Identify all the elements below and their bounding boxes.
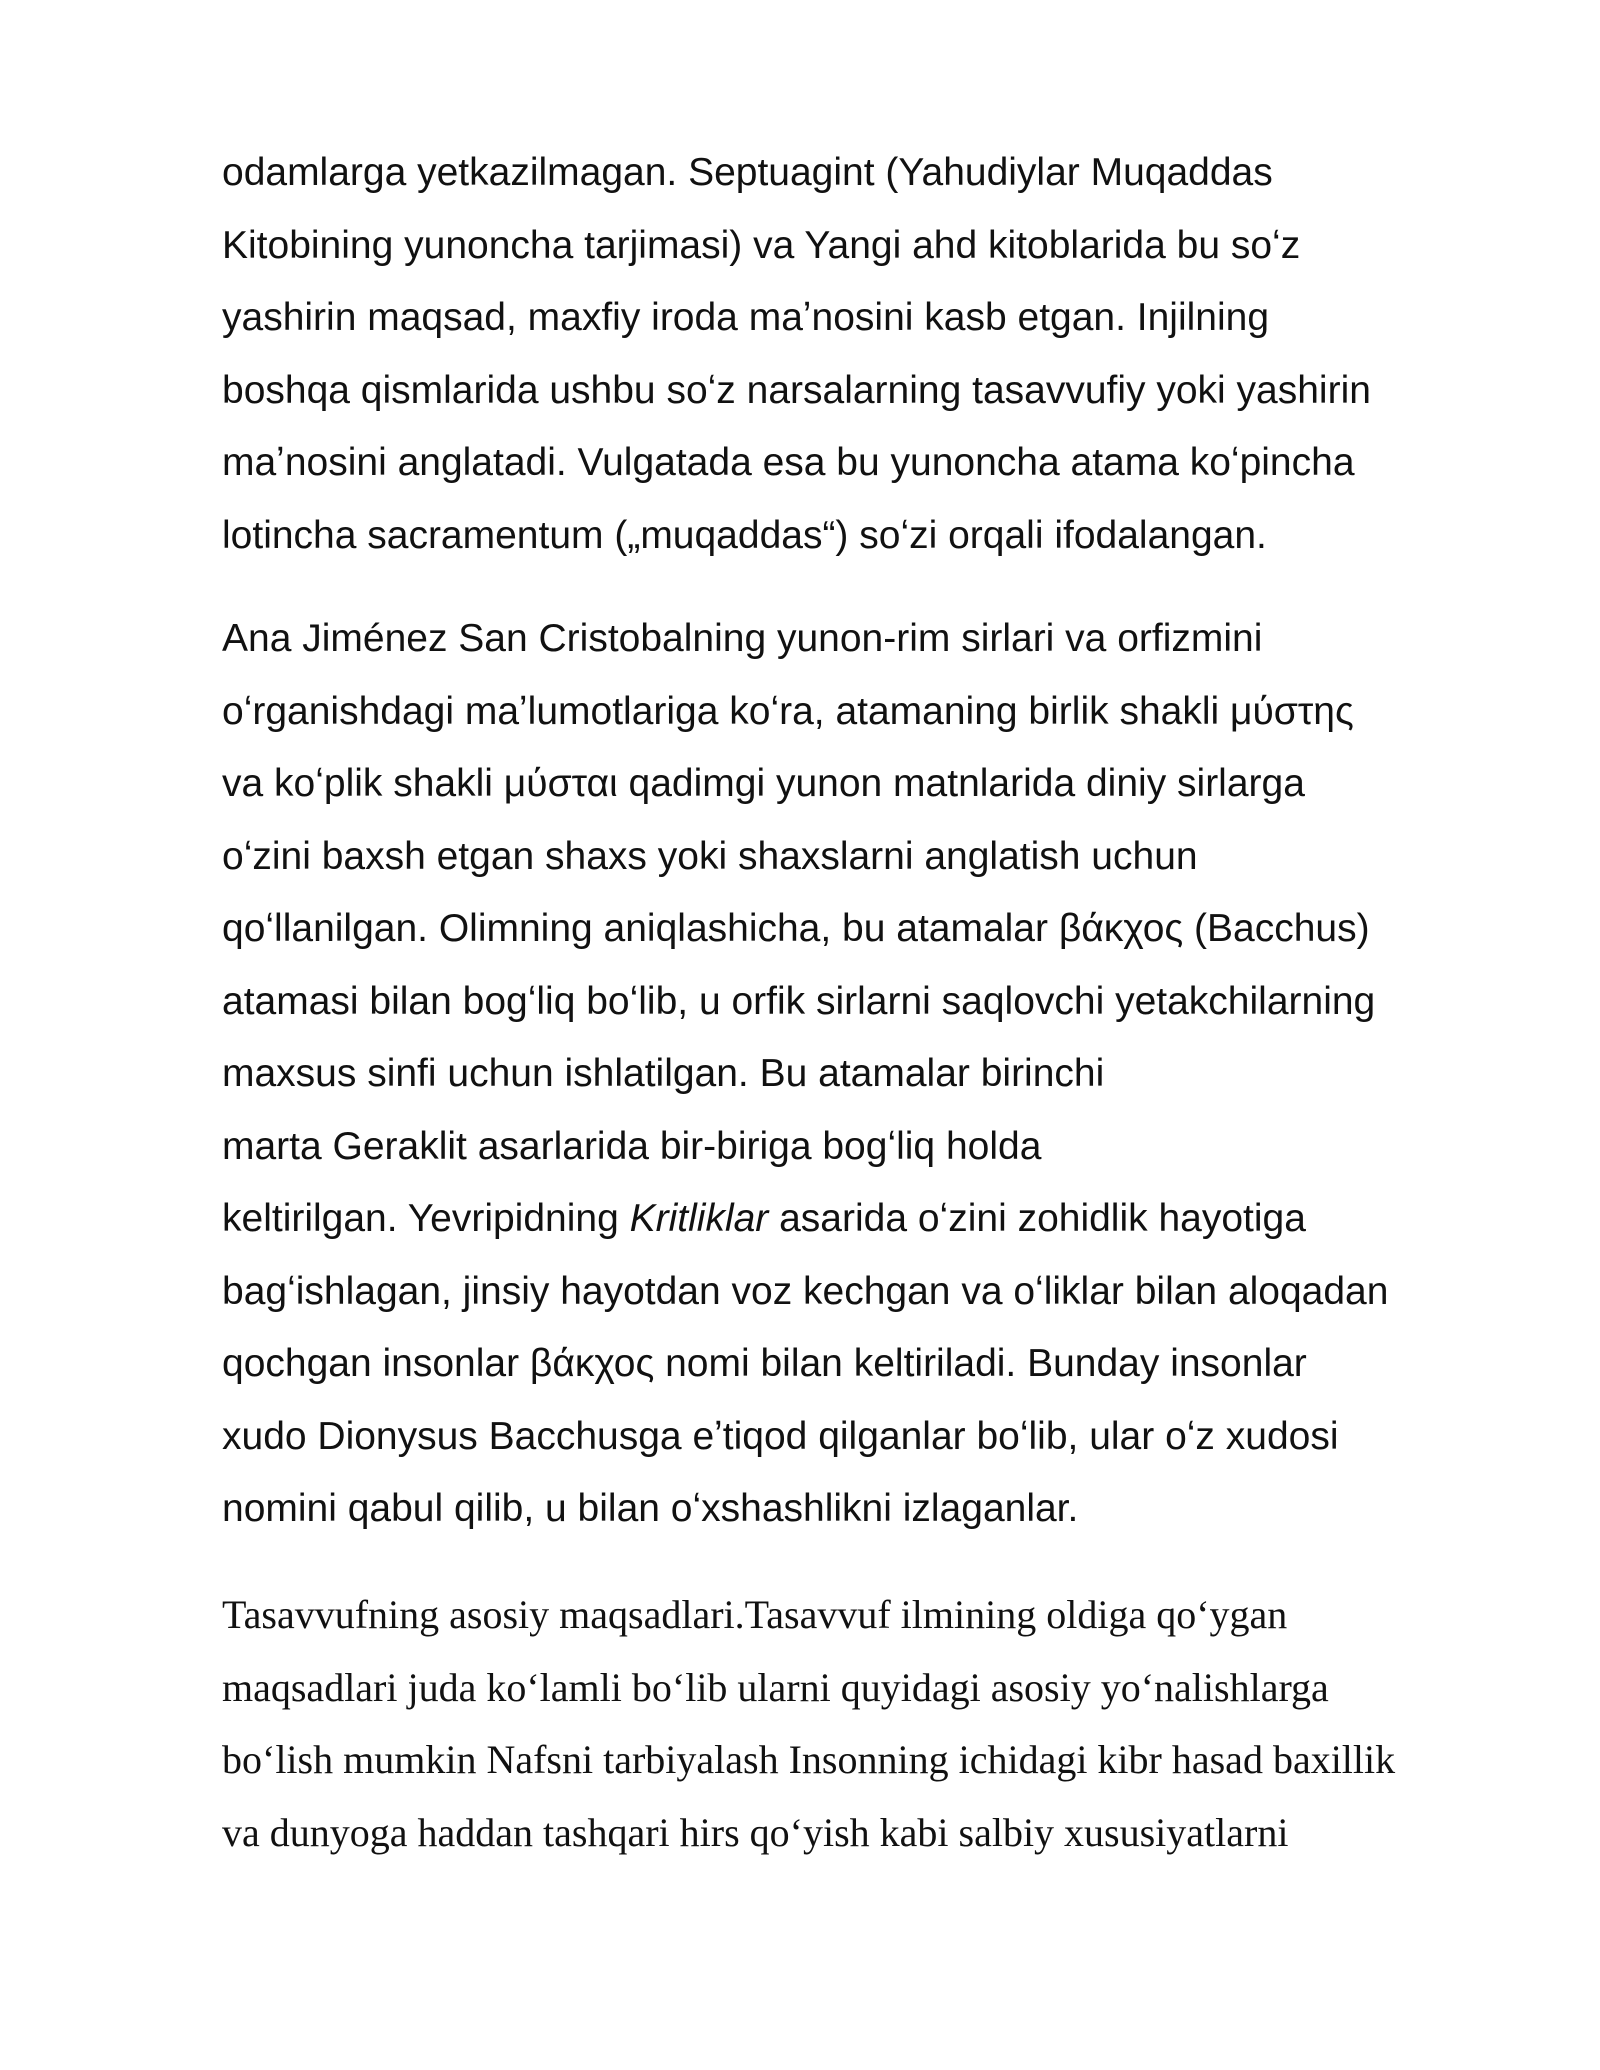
paragraph-line: yashirin maqsad, maxfiy iroda maʼnosini kasb etgan. Injilning: [222, 296, 1270, 339]
paragraph-line: maxsus sinfi uchun ishlatilgan. Bu atamalar birinchi: [222, 1052, 1105, 1095]
paragraph-line-with-italic: [222, 1183, 1522, 1256]
line-text-before: keltirilgan. Yevripidning: [222, 1197, 630, 1240]
paragraph-line: va koʻplik shakli μύσται qadimgi yunon matnlarida diniy sirlarga: [222, 762, 1305, 805]
paragraph-line: boshqa qismlarida ushbu soʻz narsalarning tasavvufiy yoki yashirin: [222, 368, 1371, 412]
paragraph-line: maʼnosini anglatadi. Vulgatada esa bu yunoncha atama koʻpincha: [222, 441, 1355, 484]
paragraph-line: odamlarga yetkazilmagan. Septuagint (Yahudiylar Muqaddas: [222, 151, 1273, 194]
paragraph-line: Kitobining yunoncha tarjimasi) va Yangi ahd kitoblarida bu soʻz: [222, 223, 1301, 267]
paragraph-line: oʻrganishdagi maʼlumotlariga koʻra, atamaning birlik shakli μύστης: [222, 689, 1354, 733]
line-text-after: asarida oʻzini zohidlik hayotiga: [768, 1197, 1306, 1240]
paragraph-3: [222, 1579, 1522, 1869]
paragraph-1: [222, 137, 1522, 572]
paragraph-line: bagʻishlagan, jinsiy hayotdan voz kechgan va oʻliklar bilan aloqadan: [222, 1269, 1389, 1313]
paragraph-line: Ana Jiménez San Cristobalning yunon-rim sirlari va orfizmini: [222, 617, 1263, 660]
paragraph-line: oʻzini baxsh etgan shaxs yoki shaxslarni anglatish uchun: [222, 834, 1198, 878]
paragraph-line: Tasavvufning asosiy maqsadlari.Tasavvuf ilmining oldiga qoʻygan: [222, 1592, 1288, 1637]
paragraph-2: [222, 603, 1522, 1546]
paragraph-line: marta Geraklit asarlarida bir-biriga bogʻliq holda: [222, 1124, 1042, 1168]
paragraph-line: atamasi bilan bogʻliq boʻlib, u orfik sirlarni saqlovchi yetakchilarning: [222, 979, 1376, 1023]
paragraph-line: boʻlish mumkin Nafsni tarbiyalash Insonning ichidagi kibr hasad baxillik: [222, 1737, 1396, 1782]
italic-title-kritliklar: Kritliklar: [629, 1197, 769, 1240]
paragraph-line: nomini qabul qilib, u bilan oʻxshashlikni izlaganlar.: [222, 1487, 1079, 1530]
paragraph-line: qoʻllanilgan. Olimning aniqlashicha, bu atamalar βάκχος (Bacchus): [222, 907, 1370, 950]
paragraph-line: lotincha sacramentum („muqaddas“) soʻzi orqali ifodalangan.: [222, 513, 1267, 557]
paragraph-line: va dunyoga haddan tashqari hirs qoʻyish kabi salbiy xususiyatlarni: [222, 1809, 1289, 1855]
paragraph-line: xudo Dionysus Bacchusga eʼtiqod qilganlar boʻlib, ular oʻz xudosi: [222, 1414, 1339, 1458]
paragraph-line: qochgan insonlar βάκχος nomi bilan keltiriladi. Bunday insonlar: [222, 1342, 1307, 1385]
paragraph-line: maqsadlari juda koʻlamli boʻlib ularni quyidagi asosiy yoʻnalishlarga: [222, 1664, 1329, 1710]
